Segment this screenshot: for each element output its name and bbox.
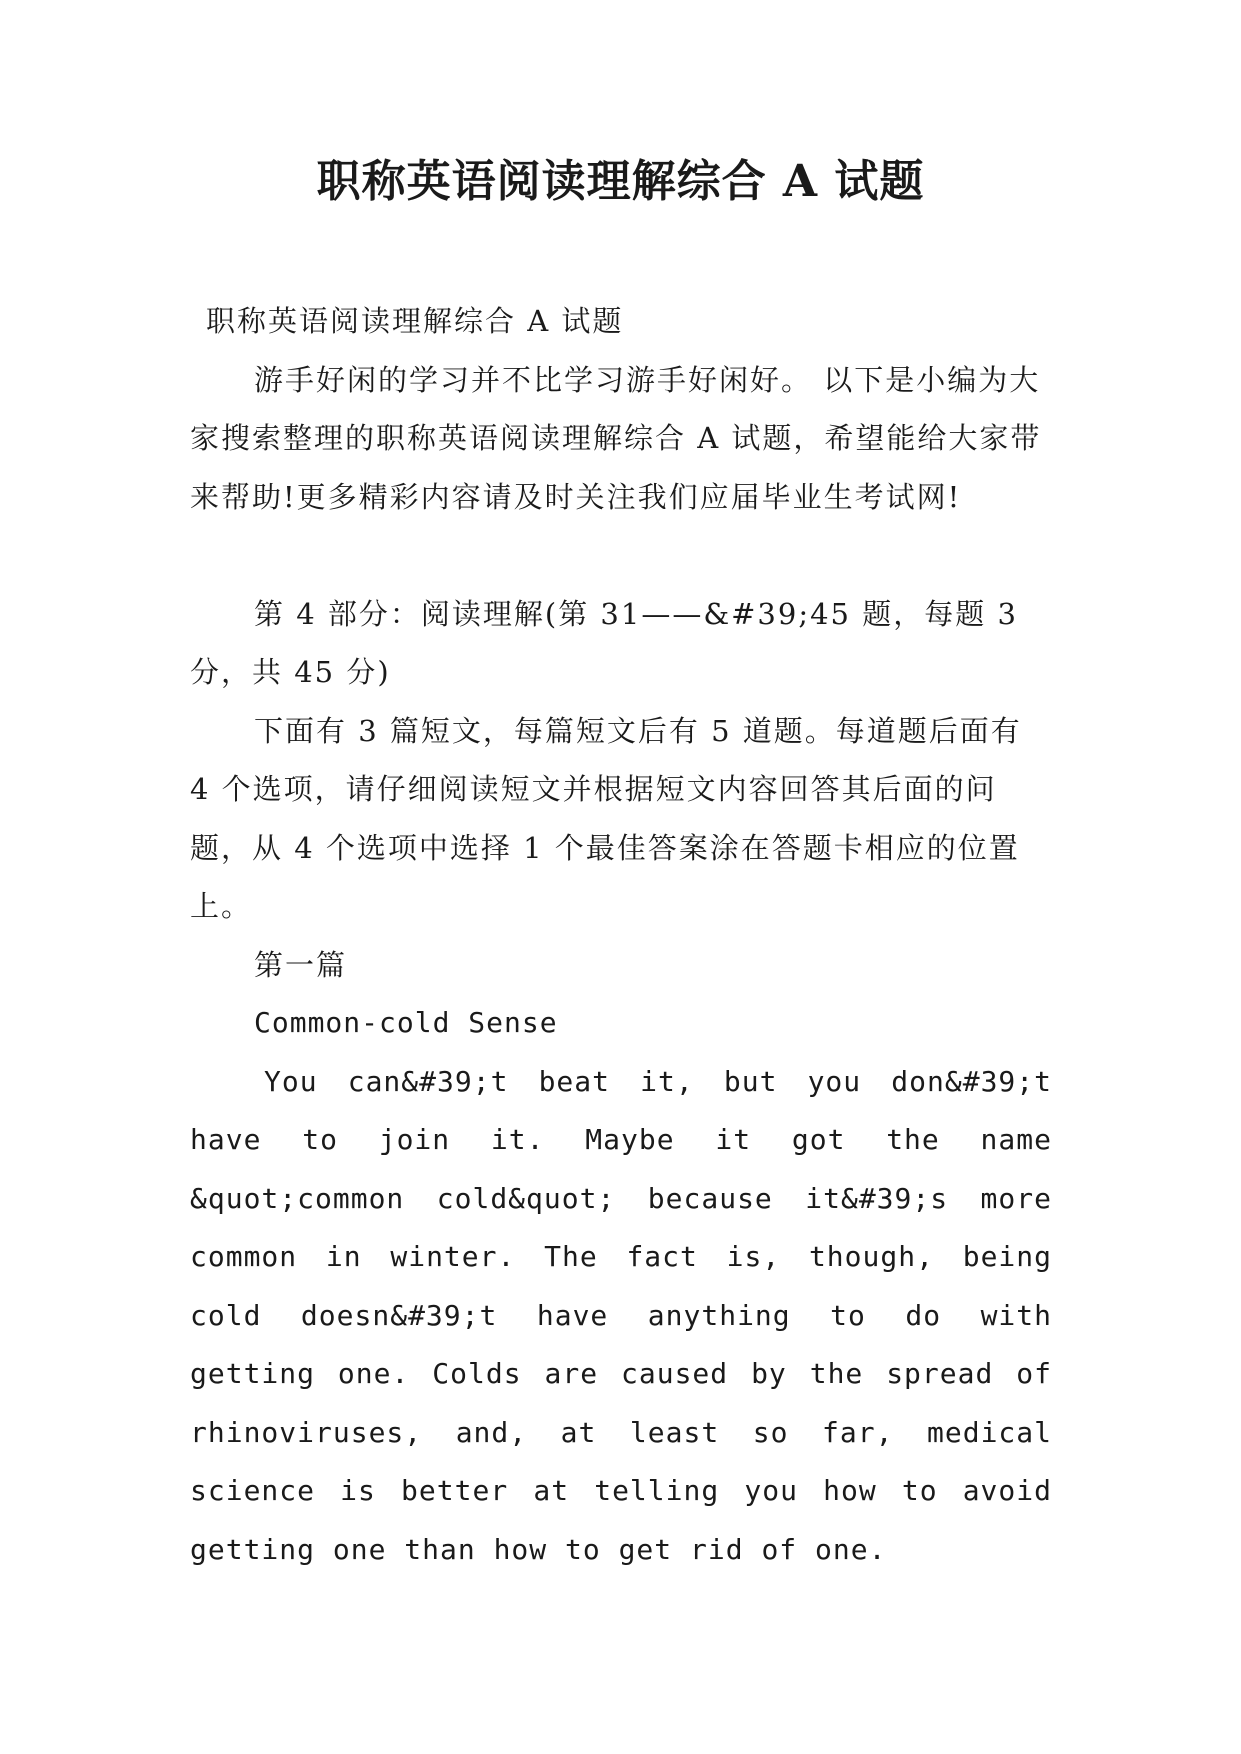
passage-label: 第一篇 [254,947,348,982]
paragraph-spacer [190,526,1052,585]
section-heading: 第 4 部分：阅读理解(第 31——&#39;45 题，每题 3 分，共 45 分) [190,596,1018,689]
document-subtitle: 职称英语阅读理解综合 A 试题 [206,304,624,338]
instructions-paragraph: 下面有 3 篇短文，每篇短文后有 5 道题。每道题后面有 4 个选项，请仔细阅读短文并根据短文内容回答其后面的问题，从 4 个选项中选择 1 个最佳答案涂在答题卡相应的位置上。 [190,713,1022,923]
document-body [190,292,1052,1579]
passage-title: Common-cold Sense [254,1006,558,1039]
passage-body: You can&#39;t beat it, but you don&#39;t have to join it. Maybe it got the name &quot;common cold&quot; because it&#39;s more common in winter. The fact is, though, being cold doesn&#39;t have anything to do with getting one. Colds are caused by the spread of rhinoviruses, and, at least so far, medical science is better at telling you how to avoid getting one than how to get rid of one. [190,1064,1052,1566]
intro-paragraph: 游手好闲的学习并不比学习游手好闲好。 以下是小编为大家搜索整理的职称英语阅读理解综合 A 试题，希望能给大家带来帮助!更多精彩内容请及时关注我们应届毕业生考试网! [190,362,1042,514]
document-title: 职称英语阅读理解综合 A 试题 [316,156,925,207]
